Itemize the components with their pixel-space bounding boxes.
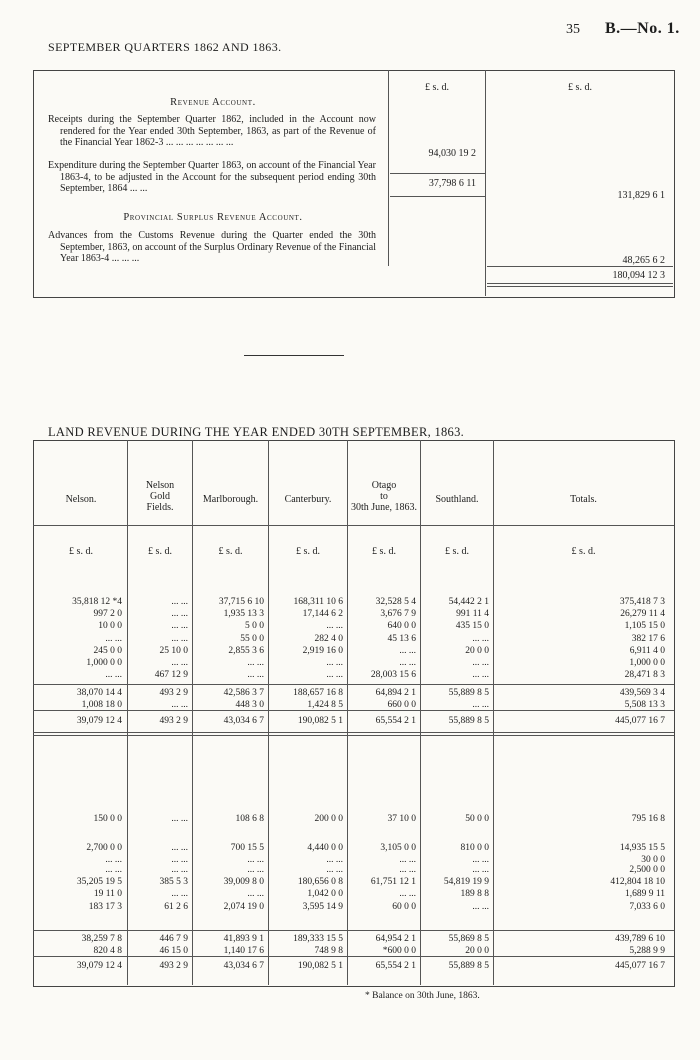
section-reference: B.—No. 1. [605,20,680,37]
cell-block2-row2-marlborough: ... ... 39,009 8 0 ... ... 2,074 19 0 [223,865,264,912]
cell-block2-row2-canterbury: ... ... 180,656 0 8 1,042 0 0 3,595 14 9 [297,865,343,912]
cell-block1-row2-nelson-gold: 493 2 9 [159,716,188,726]
units-canterbury: £ s. d. [296,546,320,557]
cell-block2-row2-nelson-gold: ... ... 385 5 3 ... ... 61 2 6 [159,865,188,912]
cell-block1-row0-nelson: 35,818 12 *4 997 2 0 10 0 0 ... ... 245 0 0 1,000 0 0 ... ... [72,597,122,681]
cell-block1-row1-totals: 439,569 3 4 5,508 13 3 [619,688,665,711]
cell-block2-row4-totals: 445,077 16 7 [615,961,665,971]
header-canterbury: Canterbury. [284,494,332,505]
cell-block1-row2-totals: 445,077 16 7 [615,716,665,726]
cell-block2-row1-marlborough: 700 15 5 ... ... [230,843,264,866]
cell-block1-row0-southland: 54,442 2 1 991 11 4 435 15 0 ... ... 20 0 0 ... ... ... ... [448,597,489,681]
provincial-surplus-heading: Provincial Surplus Revenue Account. [123,212,303,223]
grand-total-amount: 180,094 12 3 [612,270,665,281]
advances-paragraph: Advances from the Customs Revenue during the Quarter ended the 30th September, 1863, on account of the Surplus Ordinary Revenue of the Financial Year 1863-4 ... ... ... [48,230,376,265]
cell-block2-row3-nelson-gold: 446 7 9 46 15 0 [159,934,188,957]
units-totals: £ s. d. [571,546,596,557]
receipts-paragraph: Receipts during the September Quarter 1862, included in the Account now rendered for the Year ended 30th September, 1863, as part of the Revenue of the Financial Year 1862-3 ... ... ... ... ... ... ... [48,114,376,149]
cell-block2-row0-nelson-gold: ... ... [171,814,188,824]
land-revenue-title: LAND REVENUE DURING THE YEAR ENDED 30TH SEPTEMBER, 1863. [48,425,465,439]
cell-block1-row1-southland: 55,889 8 5 ... ... [448,688,489,711]
header-otago: Otago to 30th June, 1863. [350,480,418,513]
cell-block2-row3-southland: 55,869 8 5 20 0 0 [448,934,489,957]
expenditure-paragraph: Expenditure during the September Quarter 1863, on account of the Financial Year 1863-4, to be adjusted in the Account for the subsequent period ending 30th September, 1864 ... ... [48,160,376,195]
cell-block2-row0-totals: 795 16 8 [631,814,665,824]
cell-block1-row2-southland: 55,889 8 5 [448,716,489,726]
header-southland: Southland. [435,494,479,505]
cell-block2-row4-marlborough: 43,034 6 7 [223,961,264,971]
units-nelson-gold: £ s. d. [148,546,172,557]
cell-block1-row0-canterbury: 168,311 10 6 17,144 6 2 ... ... 282 4 0 2,919 16 0 ... ... ... ... [293,597,343,681]
advances-amount: 48,265 6 2 [622,255,665,266]
cell-block1-row2-canterbury: 190,082 5 1 [297,716,343,726]
units-marlborough: £ s. d. [218,546,243,557]
cell-block2-row3-marlborough: 41,893 9 1 1,140 17 6 [223,934,264,957]
cell-block2-row3-otago: 64,954 2 1 *600 0 0 [375,934,416,957]
cell-block2-row2-nelson: ... ... 35,205 19 5 19 11 0 183 17 3 [76,865,122,912]
cell-block1-row1-canterbury: 188,657 16 8 1,424 8 5 [293,688,343,711]
cell-block2-row1-southland: 810 0 0 ... ... [460,843,489,866]
cell-block2-row0-otago: 37 10 0 [387,814,416,824]
cell-block2-row3-canterbury: 189,333 15 5 748 9 8 [293,934,343,957]
cell-block1-row0-otago: 32,528 5 4 3,676 7 9 640 0 0 45 13 6 ... ... ... ... 28,003 15 6 [370,597,416,681]
cell-block2-row4-canterbury: 190,082 5 1 [297,961,343,971]
cell-block1-row0-nelson-gold: ... ... ... ... ... ... ... ... 25 10 0 ... ... 467 12 9 [154,597,188,681]
cell-block2-row1-nelson: 2,700 0 0 ... ... [86,843,122,866]
header-nelson: Nelson. [65,494,97,505]
cell-block2-row4-nelson: 39,079 12 4 [76,961,122,971]
cell-block2-row1-otago: 3,105 0 0 ... ... [380,843,416,866]
page-number: 35 [566,22,580,37]
section-divider [244,355,344,356]
cell-block2-row4-otago: 65,554 2 1 [375,961,416,971]
units-nelson: £ s. d. [69,546,93,557]
footnote: * Balance on 30th June, 1863. [365,991,480,1001]
cell-block1-row1-otago: 64,894 2 1 660 0 0 [375,688,416,711]
header-marlborough: Marlborough. [202,494,259,505]
subtotal-amount: 131,829 6 1 [617,190,665,201]
cell-block1-row1-marlborough: 42,586 3 7 448 3 0 [223,688,264,711]
expenditure-amount: 37,798 6 11 [428,178,476,189]
cell-block1-row1-nelson: 38,070 14 4 1,008 18 0 [76,688,122,711]
revenue-account-heading: Revenue Account. [170,97,256,108]
cell-block2-row0-nelson: 150 0 0 [93,814,122,824]
col-head-2: £ s. d. [568,82,592,93]
cell-block2-row1-totals: 14,935 15 5 30 0 0 [619,843,665,866]
cell-block2-row2-southland: ... ... 54,819 19 9 189 8 8 ... ... [443,865,489,912]
cell-block2-row3-totals: 439,789 6 10 5,288 9 9 [615,934,665,957]
cell-block2-row0-marlborough: 108 6 8 [235,814,264,824]
cell-block1-row2-nelson: 39,079 12 4 [76,716,122,726]
col-head-1: £ s. d. [425,82,449,93]
cell-block1-row0-marlborough: 37,715 6 10 1,935 13 3 5 0 0 55 0 0 2,855 3 6 ... ... ... ... [218,597,264,681]
cell-block2-row0-canterbury: 200 0 0 [314,814,343,824]
cell-block2-row2-otago: ... ... 61,751 12 1 ... ... 60 0 0 [370,865,416,912]
cell-block2-row2-totals: 2,500 0 0 412,804 18 10 1,689 9 11 7,033 6 0 [610,865,665,912]
cell-block2-row0-southland: 50 0 0 [465,814,489,824]
cell-block2-row1-canterbury: 4,440 0 0 ... ... [307,843,343,866]
header-totals: Totals. [570,494,597,505]
cell-block2-row4-southland: 55,889 8 5 [448,961,489,971]
cell-block1-row0-totals: 375,418 7 3 26,279 11 4 1,105 15 0 382 17 6 6,911 4 0 1,000 0 0 28,471 8 3 [619,597,665,681]
cell-block1-row1-nelson-gold: 493 2 9 ... ... [159,688,188,711]
cell-block1-row2-otago: 65,554 2 1 [375,716,416,726]
cell-block2-row1-nelson-gold: ... ... ... ... [171,843,188,866]
header-nelson-gold-fields: Nelson Gold Fields. [145,480,175,513]
units-otago: £ s. d. [372,546,396,557]
receipts-amount: 94,030 19 2 [428,148,476,159]
cell-block2-row4-nelson-gold: 493 2 9 [159,961,188,971]
cell-block1-row2-marlborough: 43,034 6 7 [223,716,264,726]
units-southland: £ s. d. [445,546,469,557]
cell-block2-row3-nelson: 38,259 7 8 820 4 8 [81,934,122,957]
running-head: SEPTEMBER QUARTERS 1862 AND 1863. [48,40,282,54]
